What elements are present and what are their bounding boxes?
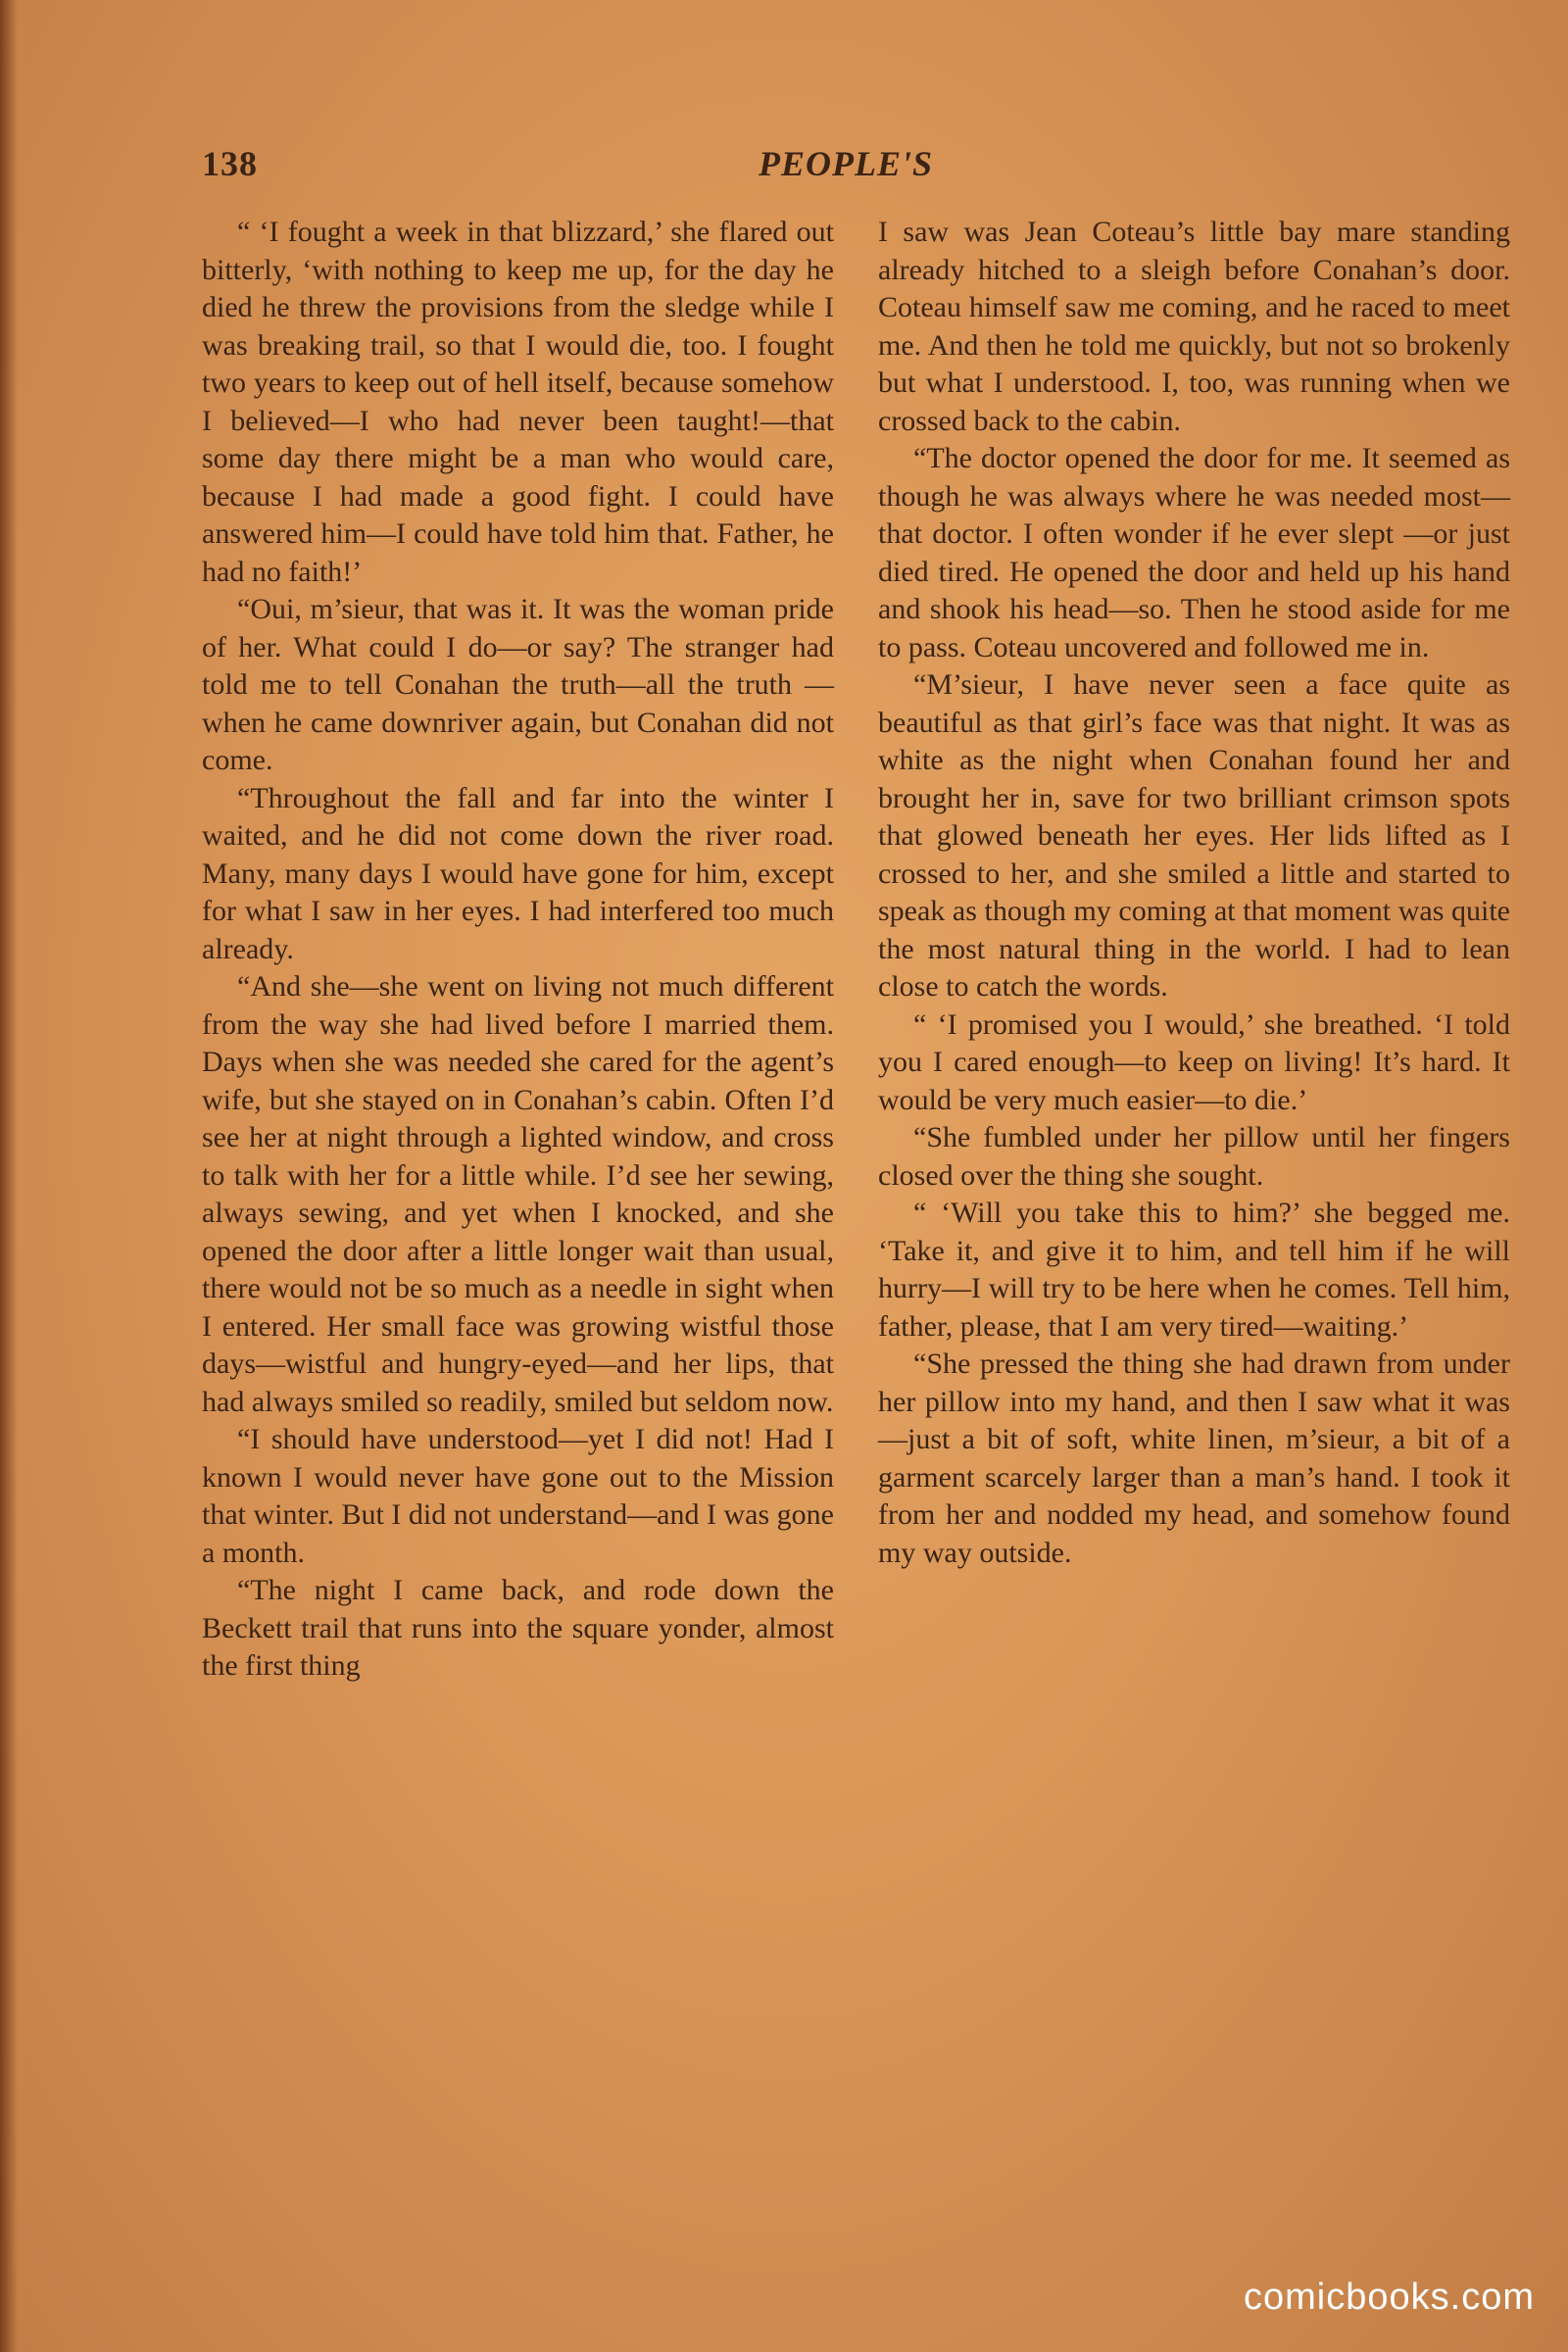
paragraph: “ ‘Will you take this to him?’ she begged me. ‘Take it, and give it to him, and tell him if he will hurry—I will try to be here when he comes. Tell him, father, please, that I am very tired—waiting.’ bbox=[878, 1197, 1510, 1343]
left-column bbox=[202, 214, 834, 1686]
paragraph: “Oui, m’sieur, that was it. It was the woman pride of her. What could I do—or say? The stranger had told me to tell Conahan the truth—all the truth —when he came downriver again, but Conahan did not come. bbox=[202, 593, 834, 776]
paragraph: “The night I came back, and rode down the Beckett trail that runs into the square yonder, almost the first thing bbox=[202, 1574, 834, 1682]
paragraph: “I should have understood—yet I did not! Had I known I would never have gone out to the Mission that winter. But I did not understand—and I was gone a month. bbox=[202, 1423, 834, 1569]
paragraph: “ ‘I fought a week in that blizzard,’ she flared out bitterly, ‘with nothing to keep me up, for the day he died he threw the provisions from the sledge while I was breaking trail, so that I would die, too. I fought two years to keep out of hell itself, because somehow I believed—I who had never been taught!—that some day there might be a man who would care, because I had made a good fight. I could have answered him—I could have told him that. Father, he had no faith!’ bbox=[202, 216, 834, 588]
paragraph: “And she—she went on living not much different from the way she had lived before I married them. Days when she was needed she cared for the agent’s wife, but she stayed on in Conahan’s cabin. Often I’d see her at night through a lighted window, and cross to talk with her for a little while. I’d see her sewing, always sewing, and yet when I knocked, and she opened the door after a little longer wait than usual, there would not be so much as a needle in sight when I entered. Her small face was growing wistful those days—wistful and hungry-eyed—and her lips, that had always smiled so readily, smiled but seldom now. bbox=[202, 970, 834, 1418]
page-edge-shadow bbox=[0, 0, 18, 2352]
paragraph: “Throughout the fall and far into the winter I waited, and he did not come down the river road. Many, many days I would have gone for him, except for what I saw in her eyes. I had interfered too much already. bbox=[202, 781, 834, 965]
page-number: 138 bbox=[202, 144, 258, 183]
paragraph: “She fumbled under her pillow until her fingers closed over the thing she sought. bbox=[878, 1121, 1510, 1192]
paragraph: “The doctor opened the door for me. It seemed as though he was always where he was needed most—that doctor. I often wonder if he ever slept —or just died tired. He opened the door and held up his hand and shook his head—so. Then he stood aside for me to pass. Coteau uncovered and followed me in. bbox=[878, 442, 1510, 663]
paragraph: I saw was Jean Coteau’s little bay mare standing already hitched to a sleigh before Conahan’s door. Coteau himself saw me coming, and he raced to meet me. And then he told me quickly, but not so brokenly but what I understood. I, too, was running when we crossed back to the cabin. bbox=[878, 216, 1510, 437]
right-column bbox=[878, 214, 1510, 1572]
paragraph: “M’sieur, I have never seen a face quite as beautiful as that girl’s face was that night. It was as white as the night when Conahan found her and brought her in, save for two brilliant crimson spots that glowed beneath her eyes. Her lids lifted as I crossed to her, and she smiled a little and started to speak as though my coming at that moment was quite the most natural thing in the world. I had to lean close to catch the words. bbox=[878, 668, 1510, 1003]
watermark: comicbooks.com bbox=[1244, 2277, 1535, 2318]
running-title: PEOPLE'S bbox=[759, 144, 934, 183]
paragraph: “She pressed the thing she had drawn from under her pillow into my hand, and then I saw what it was—just a bit of soft, white linen, m’sieur, a bit of a garment scarcely larger than a man’s hand. I took it from her and nodded my head, and somehow found my way outside. bbox=[878, 1348, 1510, 1569]
paragraph: “ ‘I promised you I would,’ she breathed. ‘I told you I cared enough—to keep on living! It’s hard. It would be very much easier—to die.’ bbox=[878, 1007, 1510, 1116]
